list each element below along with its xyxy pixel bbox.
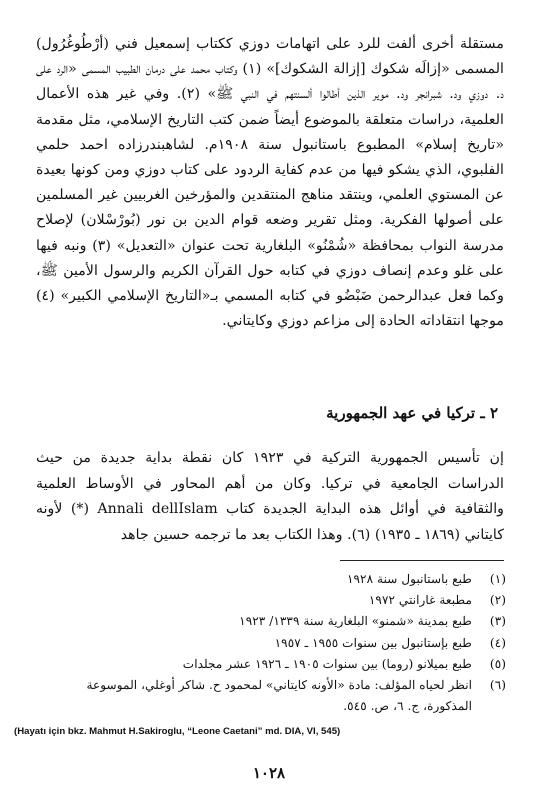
footnote-number: (٤) xyxy=(489,635,506,650)
footnote-text: انظر لحياه المؤلف: مادة «الأونه كايتاني» لمحمود ح. شاكر أوغلي، الموسوعة المذكورة، ج. ٦، ص. ٥٤٥. xyxy=(86,678,472,714)
footnote-text: طبع بمدينة «شمنو» البلغارية سنة ١٣٣٩/ ١٩٢٣ xyxy=(239,614,472,629)
footnote-item xyxy=(36,675,506,717)
footnote-list xyxy=(36,569,506,717)
footnote-number: (٦) xyxy=(489,678,506,693)
footnote-divider xyxy=(340,560,504,561)
paragraph-2 xyxy=(36,432,504,562)
paragraph-2-text: إن تأسيس الجمهورية التركية في ١٩٢٣ كان نقطة بداية جديدة من حيث الدراسات الجامعية في تركيا. وكان من أهم المحاور في الأوساط العلمية والثقافية في أوائل هذه البداية الجديدة كتاب Annali dellIslam (*) لأونه كايتاني (١٨٦٩ ـ ١٩٣٥) (٦). وهذا الكتاب بعد ما ترجمه حسين جاهد xyxy=(36,450,505,543)
footnote-number: (٣) xyxy=(489,614,506,629)
footnote-text: طبع باستانبول سنة ١٩٢٨ xyxy=(346,572,472,586)
footnote-number: (٥) xyxy=(489,656,506,671)
footnote-item xyxy=(36,654,506,675)
paragraph-1-text: مستقلة أخرى ألفت للرد على اتهامات دوزي ككتاب إسمعيل فني (أرْطُوغُرُول) المسمى «إزالَه شكوك [إزالة الشكوك]» (١) وكتاب محمد على درمان الطبيب المسمى «الرد على د. دوزي ود. شبرانجر ود. موير الذين أطالوا ألسنتهم في النبي ﷺ» (٢). وفي غير هذه الأعمال العلمية، دراسات متعلقة بالموضوع أيضاً ضمن كتب التاريخ الإسلامي، مثل مقدمة «تاريخ إسلام» المطبوع باستانبول سنة ١٩٠٨م. لشاهبندرزاده احمد حلمي الفلبوي، الذي يشكو فيها من عدم كفاية الردود على كتاب دوزي ومن كونها بعيدة عن المستوي العلمي، وينتقد مناهج المنتقدين والمؤرخين الغربيين غير المسلمين على أصولها الفكرية. ومثل تقرير وضعه قوام الدين بن نور (بُورْسْلان) لإصلاح مدرسة النواب بمحافظة «شُمْنُو» البلغارية تحت عنوان «التعديل» (٣) ونبه فيها على غلو وعدم إنصاف دوزي في كتابه حول القرآن الكريم والرسول الأمين ﷺ، وكما فعل عبدالرحمن ضَبْضُو في كتابه المسمي بـ«التاريخ الإسلامي الكبير» (٤) موجها انتقاداته الحادة إلى مزاعم دوزي وكايتاني. xyxy=(36,36,504,330)
footnote-item xyxy=(36,590,506,611)
paragraph-1 xyxy=(36,32,504,334)
latin-reference-note: (Hayatı için bkz. Mahmut H.Sakiroglu, “Leone Caetani” md. DIA, VI, 545) xyxy=(14,726,341,737)
footnote-text: مطبعة غارانتي ١٩٧٢ xyxy=(368,593,472,608)
footnote-number: (٢) xyxy=(489,593,506,608)
footnote-text: طبع بميلانو (روما) بين سنوات ١٩٠٥ ـ ١٩٢٦ عشر مجلدات xyxy=(182,656,472,671)
section-heading: ٢ ـ تركيا في عهد الجمهورية xyxy=(326,404,498,422)
footnote-text: طبع بإستانبول بين سنوات ١٩٥٥ ـ ١٩٥٧ xyxy=(274,635,472,650)
footnote-item xyxy=(36,633,506,654)
page-number: ١٠٢٨ xyxy=(252,764,286,782)
footnote-item xyxy=(36,611,506,632)
footnote-number: (١) xyxy=(489,572,506,586)
footnote-item xyxy=(36,569,506,590)
